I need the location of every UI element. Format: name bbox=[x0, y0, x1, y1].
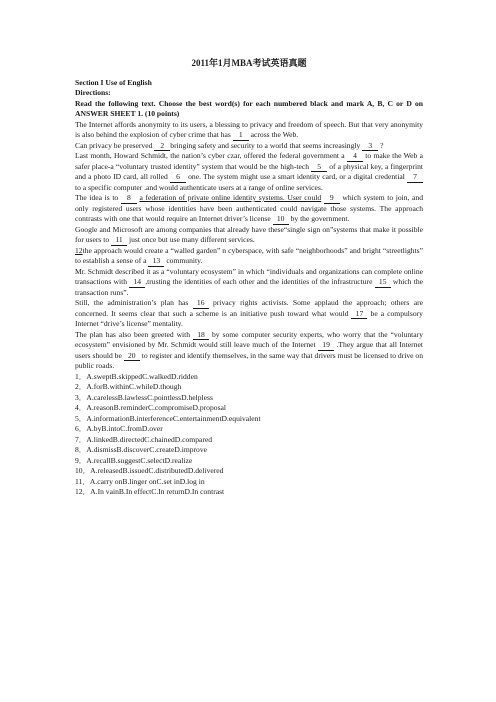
text: Google and Microsoft are among companies that already have these“single sign on”systems that make it possible for users to bbox=[75, 224, 423, 244]
text: by the government. bbox=[290, 214, 350, 223]
blank-12: 12 bbox=[75, 245, 83, 255]
text: community. bbox=[166, 256, 203, 265]
option-line-2: 2．A.forB.withinC.whileD.though bbox=[75, 382, 182, 391]
text: The Internet affords anonymity to its users, a blessing to privacy and freedom of speech. But that very anonymity is also behind the explosion of cyber crime that has bbox=[75, 119, 423, 139]
option-line-7: 7．A.linkedB.directedC.chainedD.compared bbox=[75, 434, 213, 444]
text: ,trusting the identities of each other and the identities of the infrastructure bbox=[145, 277, 373, 286]
passage-paragraph-5 bbox=[75, 225, 423, 246]
passage-paragraph-4 bbox=[75, 193, 423, 225]
blank-6: 6 bbox=[170, 173, 186, 183]
option-line-5: 5．A.informationB.interferenceC.entertainmentD.equivalent bbox=[75, 413, 261, 423]
text: .They argue that all Internet users should be bbox=[75, 340, 423, 360]
passage-paragraph-2 bbox=[75, 141, 423, 152]
passage-paragraph-8 bbox=[75, 298, 423, 330]
blank-4: 4 bbox=[347, 152, 363, 162]
blank-19: 19 bbox=[318, 341, 334, 351]
text: one. The system might use a smart identity card, or a digital credential bbox=[188, 172, 405, 181]
text: which the transaction runs”. bbox=[75, 277, 423, 297]
option-line-9: 9．A.recallB.suggestC.selectD.realize bbox=[75, 455, 193, 465]
text: Can privacy be preserved bbox=[75, 140, 153, 150]
text: which system to join, and only registered users whose identities have been authenticated could navigate those systems. The approach contrasts with one that would require an Internet driver’s license bbox=[75, 193, 424, 223]
passage-paragraph-3 bbox=[75, 151, 423, 193]
blank-10: 10 bbox=[273, 215, 289, 225]
blank-18: 18 bbox=[193, 331, 209, 341]
blank-13: 13 bbox=[148, 257, 164, 267]
option-line-6: 6．A.byB.intoC.fromD.over bbox=[75, 424, 163, 433]
blank-7: 7 bbox=[407, 173, 423, 183]
text: to make the Web a safer place-a “voluntary trusted identity” system that would be the high-tech bbox=[75, 151, 423, 171]
options-list bbox=[75, 372, 423, 498]
document-page bbox=[75, 58, 423, 498]
directions-text: Read the following text. Choose the best word(s) for each numbered black and mark A, B, C or D on ANSWER SHEET 1. (10 points) bbox=[75, 98, 423, 118]
text: Last month, Howard Schmidt, the nation’s cyber czar, offered the federal government a bbox=[75, 151, 345, 160]
text: to a specific computer .and would authenticate users at a range of online services. bbox=[75, 182, 323, 192]
text: a federation of private online identity systems. User could bbox=[139, 193, 322, 202]
text: The plan has also been greeted with bbox=[75, 329, 191, 339]
blank-9: 9 bbox=[324, 194, 340, 204]
option-line-4: 4．A.reasonB.reminderC.compromiseD.proposal bbox=[75, 403, 226, 412]
blank-11: 11 bbox=[111, 236, 127, 246]
text: The idea is to bbox=[75, 193, 119, 202]
directions-label: Directions: bbox=[75, 88, 111, 97]
option-line-11: 11．A.carry onB.linger onC.set inD.log in bbox=[75, 476, 205, 486]
section-heading: Section I Use of English bbox=[75, 77, 152, 87]
text: just once but use many different services. bbox=[128, 235, 255, 244]
text: bringing safety and security to a world that seems increasingly bbox=[170, 140, 361, 150]
option-line-12: 12．A.In vainB.In effectC.In returnD.In contrast bbox=[75, 487, 225, 496]
passage-paragraph-6 bbox=[75, 246, 423, 267]
passage-paragraph-1 bbox=[75, 120, 423, 141]
option-line-10: 10．A.releasedB.issuedC.distributedD.delivered bbox=[75, 466, 224, 475]
option-line-1: 1．A.sweptB.skippedC.walkedD.ridden bbox=[75, 371, 198, 381]
blank-1: 1 bbox=[233, 131, 249, 141]
text: across the Web. bbox=[250, 130, 299, 139]
text: be a compulsory Internet “drive’s license” mentality. bbox=[75, 308, 423, 328]
text: the approach would create a “walled garden” n cyberspace, with safe “neighborhoods” and bright “streetlights” to establish a sense of a bbox=[75, 245, 423, 265]
text: ? bbox=[380, 140, 384, 150]
blank-16: 16 bbox=[193, 299, 209, 309]
page-title: 2011年1月MBA考试英语真题 bbox=[191, 58, 307, 68]
option-line-8: 8．A.dismissB.discoverC.createD.improve bbox=[75, 445, 208, 454]
text: Mr. Schmidt described it as a “voluntary ecosystem” in which “individuals and organizations can complete online transactions with bbox=[75, 266, 423, 286]
blank-17: 17 bbox=[351, 310, 367, 320]
blank-20: 20 bbox=[124, 352, 140, 362]
text: of a physical key, a fingerprint and a photo ID card, all rolled bbox=[75, 161, 423, 181]
text: to register and identify themselves, in the same way that drivers must be licensed to drive on public roads. bbox=[75, 350, 424, 370]
text: Still, the administration’s plan has bbox=[75, 298, 189, 307]
blank-5: 5 bbox=[311, 163, 327, 173]
blank-8: 8 bbox=[121, 194, 137, 204]
blank-14: 14 bbox=[129, 278, 145, 288]
text: privacy rights activists. Some applaud the approach; others are concerned. It seems clear that such a scheme is an initiative push toward what would bbox=[75, 298, 423, 318]
text: by some computer security experts, who worry that the “voluntary ecosystem” envisioned by Mr. Schmidt would still leave much of the Internet bbox=[75, 329, 423, 349]
passage-paragraph-7 bbox=[75, 267, 423, 299]
passage-paragraph-9 bbox=[75, 330, 423, 372]
blank-2: 2 bbox=[154, 142, 170, 152]
blank-15: 15 bbox=[375, 278, 391, 288]
blank-3: 3 bbox=[362, 142, 378, 152]
option-line-3: 3．A.carelessB.lawlessC.pointlessD.helpless bbox=[75, 392, 213, 402]
